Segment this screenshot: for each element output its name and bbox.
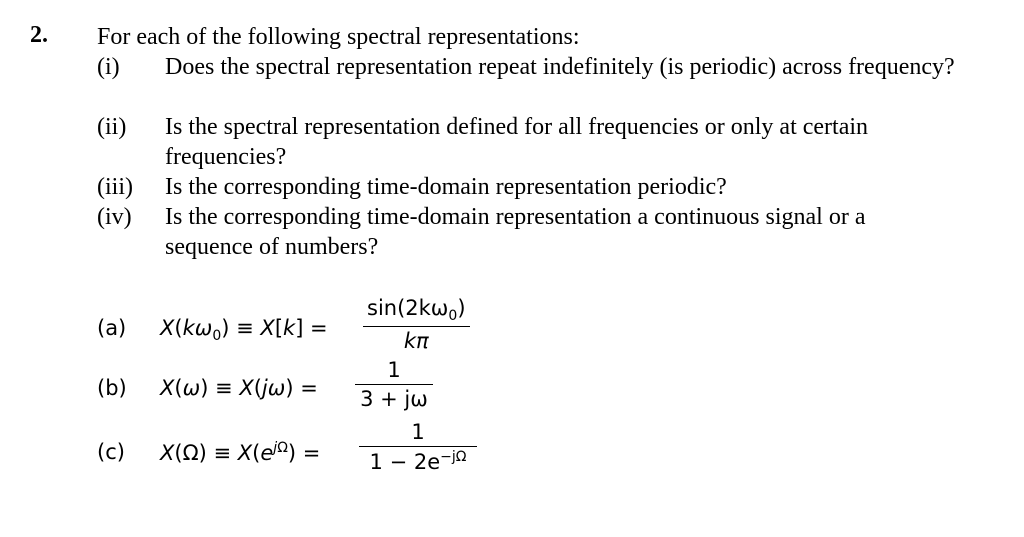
question-number: (iii) (97, 174, 133, 200)
equation-lhs: X(ω) ≡ X(jω) = (160, 376, 318, 400)
equation-label: (b) (97, 376, 127, 400)
problem-intro: For each of the following spectral representations: (97, 24, 580, 50)
question-number: (iv) (97, 204, 132, 230)
equation-label: (c) (97, 440, 125, 464)
denominator: kπ (403, 329, 429, 354)
numerator: $\sin(2k\omega_0)$ (367, 296, 466, 325)
equation-lhs: $X(k\omega_0) \equiv X[k]$ = (160, 316, 328, 345)
question-text: Is the corresponding time-domain representation periodic? (165, 174, 727, 200)
numerator: 1 (387, 358, 401, 382)
denominator: 3 + jω (360, 387, 428, 411)
denominator: $1 - 2e^{-j\Omega}$ (369, 449, 467, 474)
problem-number: 2. (30, 22, 48, 48)
fraction (355, 358, 433, 411)
question-text: Does the spectral representation repeat indefinitely (is periodic) across frequency? (165, 54, 955, 80)
question-text: Is the corresponding time-domain representation a continuous signal or a sequence of numbers? (165, 204, 866, 260)
fraction (363, 296, 470, 353)
question-text: Is the spectral representation defined for all frequencies or only at certain frequencies? (165, 114, 869, 170)
equation-lhs: $X(\Omega) \equiv X(e^{j\Omega})$ = (160, 440, 321, 465)
question-number: (ii) (97, 114, 127, 140)
numerator: 1 (411, 420, 425, 444)
equation-label: (a) (97, 316, 127, 340)
fraction (359, 420, 477, 474)
question-number: (i) (97, 54, 120, 80)
